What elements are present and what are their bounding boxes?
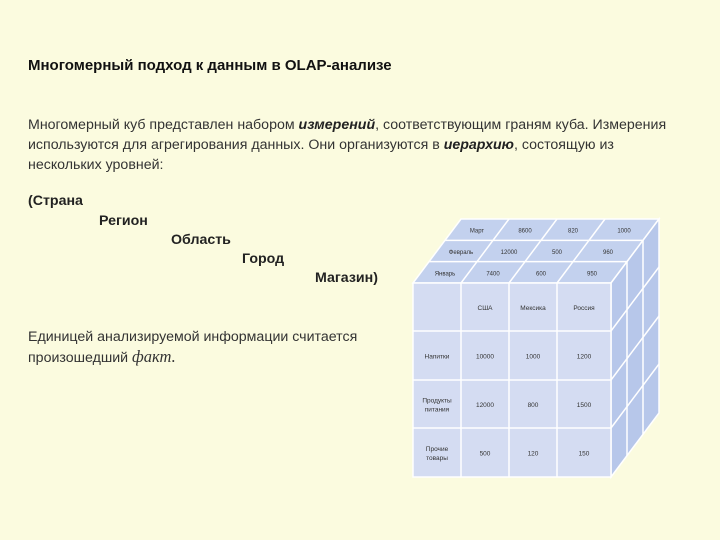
cube-cell-value: 800 bbox=[527, 402, 539, 409]
cube-row-label: Прочие bbox=[425, 446, 449, 453]
cube-row-label: Напитки bbox=[424, 353, 450, 361]
cube-column-header: США bbox=[477, 305, 493, 312]
hierarchy-level-area: Область bbox=[171, 232, 231, 248]
cube-top-value: 12000 bbox=[500, 250, 518, 256]
cube-month-label: Февраль bbox=[448, 250, 474, 256]
hierarchy-level-country: (Страна bbox=[28, 193, 83, 209]
hierarchy-level-region: Регион bbox=[99, 213, 148, 229]
cube-row-label: Продукты bbox=[422, 397, 452, 405]
hierarchy-level-store: Магазин) bbox=[315, 270, 378, 286]
fact-term: факт. bbox=[132, 347, 176, 366]
cube-cell-value: 500 bbox=[479, 450, 491, 458]
cube-row-label: питания bbox=[424, 406, 450, 414]
unit-text: Единицей анализируемой информации считается произошедший bbox=[28, 329, 358, 366]
cube-cell-value: 1200 bbox=[576, 353, 592, 361]
cube-top-value: 950 bbox=[586, 271, 598, 278]
cube-cell-value: 10000 bbox=[475, 353, 495, 361]
emph-dimensions: измерений bbox=[298, 117, 376, 133]
cube-column-header: Россия bbox=[573, 305, 595, 312]
cube-cell-value: 1000 bbox=[525, 353, 541, 361]
cube-cell-value: 150 bbox=[578, 450, 590, 458]
cube-month-label: Март bbox=[469, 228, 485, 235]
cube-top-value: 8600 bbox=[518, 228, 532, 235]
cube-top-value: 600 bbox=[535, 271, 547, 278]
cube-row-label: товары bbox=[426, 455, 448, 462]
cube-top-value: 960 bbox=[602, 250, 614, 256]
page-title: Многомерный подход к данным в OLAP-анализе bbox=[28, 57, 392, 74]
cube-month-label: Январь bbox=[434, 271, 456, 278]
intro-text-1: Многомерный куб представлен набором bbox=[28, 117, 299, 133]
cube-column-header: Мексика bbox=[520, 305, 546, 312]
cube-top-value: 7400 bbox=[486, 271, 500, 278]
emph-hierarchy: иерархию bbox=[443, 137, 514, 153]
cube-top-value: 1000 bbox=[617, 228, 631, 235]
cube-cell-value: 1500 bbox=[576, 402, 592, 409]
intro-text-2: , соответствующим граням куба. Измерения используются для агрегирования данных. Они организуются в bbox=[28, 117, 667, 153]
cube-top-value: 500 bbox=[551, 250, 563, 256]
cube-cell-value: 12000 bbox=[475, 402, 495, 409]
intro-text-3: , состоящую из нескольких уровней: bbox=[28, 137, 614, 173]
cube-top-value: 820 bbox=[567, 228, 579, 235]
cube-cell-value: 120 bbox=[527, 450, 539, 458]
hierarchy-level-city: Город bbox=[242, 251, 285, 267]
